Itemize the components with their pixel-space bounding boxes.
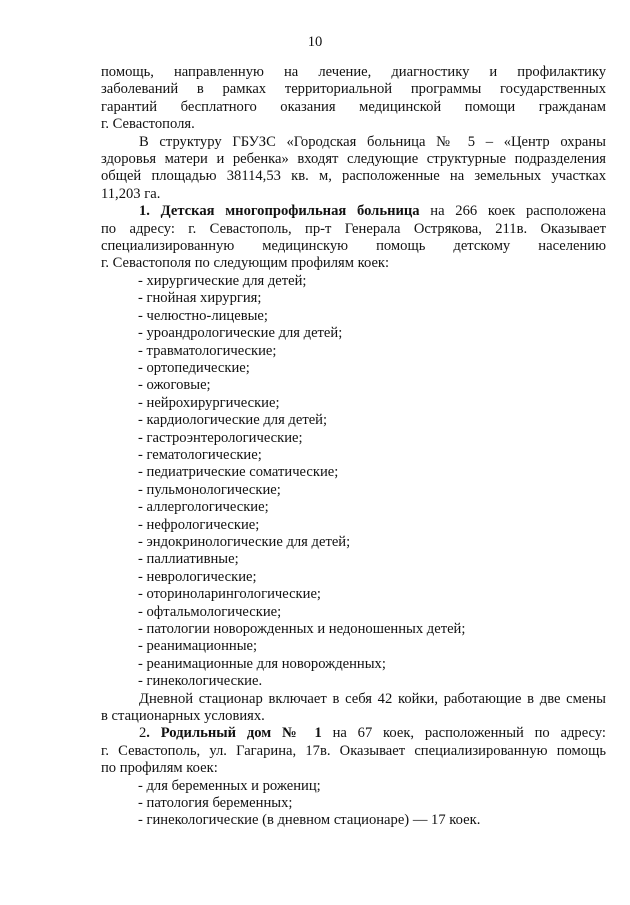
list-item: - челюстно-лицевые;: [138, 307, 268, 324]
maternity-profiles-list: [101, 778, 606, 830]
list-item: - хирургические для детей;: [138, 272, 307, 289]
list-item: - педиатрические соматические;: [138, 464, 339, 481]
section-heading-maternity-hospital: . Родильный дом № 1: [146, 725, 322, 742]
text-line: г. Севастополя.: [101, 116, 195, 133]
list-item: - эндокринологические для детей;: [138, 533, 351, 550]
list-item: - гастроэнтерологические;: [138, 429, 303, 446]
text-line: Дневной стационар включает в себя 42 койки, работающие в две смены: [139, 690, 606, 707]
list-item: - гематологические;: [138, 446, 262, 463]
list-item: - гинекологические.: [138, 673, 263, 690]
list-item: - уроандрологические для детей;: [138, 325, 343, 342]
list-item: - для беременных и рожениц;: [138, 777, 321, 794]
list-item: - патологии новорожденных и недоношенных детей;: [138, 621, 466, 637]
paragraph-care-scope: [101, 64, 606, 134]
list-item: - кардиологические для детей;: [138, 412, 328, 429]
list-item: - ожоговые;: [138, 377, 211, 394]
text-fragment: на 266 коек расположена: [419, 203, 606, 220]
children-profiles-list: [101, 273, 606, 691]
text-line: г. Севастополя по следующим профилям коек:: [101, 255, 390, 272]
list-item: - гинекологические (в дневном стационаре) — 17 коек.: [138, 812, 481, 829]
list-item: - патология беременных;: [138, 795, 293, 812]
text-line: по профилям коек:: [101, 760, 218, 777]
list-item: - травматологические;: [138, 342, 277, 359]
section-childrens-hospital: [101, 203, 606, 725]
list-item: - реанимационные для новорожденных;: [138, 655, 386, 672]
list-item: - нейрохирургические;: [138, 394, 280, 411]
section-number: 2: [139, 725, 147, 742]
list-item: - ортопедические;: [138, 359, 250, 376]
list-item: - реанимационные;: [138, 638, 258, 655]
page-number: 10: [307, 34, 323, 50]
list-item: - аллергологические;: [138, 499, 269, 516]
text-line: общей площадью 38114,53 кв. м, расположенные на земельных участках: [101, 168, 606, 185]
section-heading-childrens-hospital: 1. Детская многопрофильная больница: [139, 203, 420, 220]
text-line: В структуру ГБУЗС «Городская больница № 5 – «Центр охраны: [139, 133, 606, 150]
section-maternity-hospital: [101, 725, 606, 829]
text-line: специализированную медицинскую помощь детскому населению: [101, 238, 606, 255]
document-body: [101, 64, 606, 830]
text-line: г. Севастополь, ул. Гагарина, 17в. Оказывает специализированную помощь: [101, 742, 606, 759]
list-item: - паллиативные;: [138, 551, 239, 568]
text-line: по адресу: г. Севастополь, пр-т Генерала Острякова, 211в. Оказывает: [101, 220, 606, 237]
list-item: - нефрологические;: [138, 516, 260, 533]
text-line: в стационарных условиях.: [101, 708, 265, 725]
text-line: заболеваний в рамках территориальной программы государственных: [101, 81, 606, 98]
text-fragment: на 67 коек, расположенный по адресу:: [321, 725, 606, 742]
text-line: гарантий бесплатного оказания медицинской помощи гражданам: [101, 98, 606, 115]
paragraph-structure: [101, 134, 606, 204]
text-line: [101, 203, 606, 220]
text-line: помощь, направленную на лечение, диагностику и профилактику: [101, 64, 606, 80]
text-line: [101, 725, 606, 742]
list-item: - оториноларингологические;: [138, 586, 321, 603]
text-line: 11,203 га.: [101, 185, 161, 202]
list-item: - гнойная хирургия;: [138, 290, 262, 307]
text-line: здоровья матери и ребенка» входят следующие структурные подразделения: [101, 151, 606, 168]
list-item: - неврологические;: [138, 568, 257, 585]
list-item: - офтальмологические;: [138, 603, 282, 620]
list-item: - пульмонологические;: [138, 481, 281, 498]
